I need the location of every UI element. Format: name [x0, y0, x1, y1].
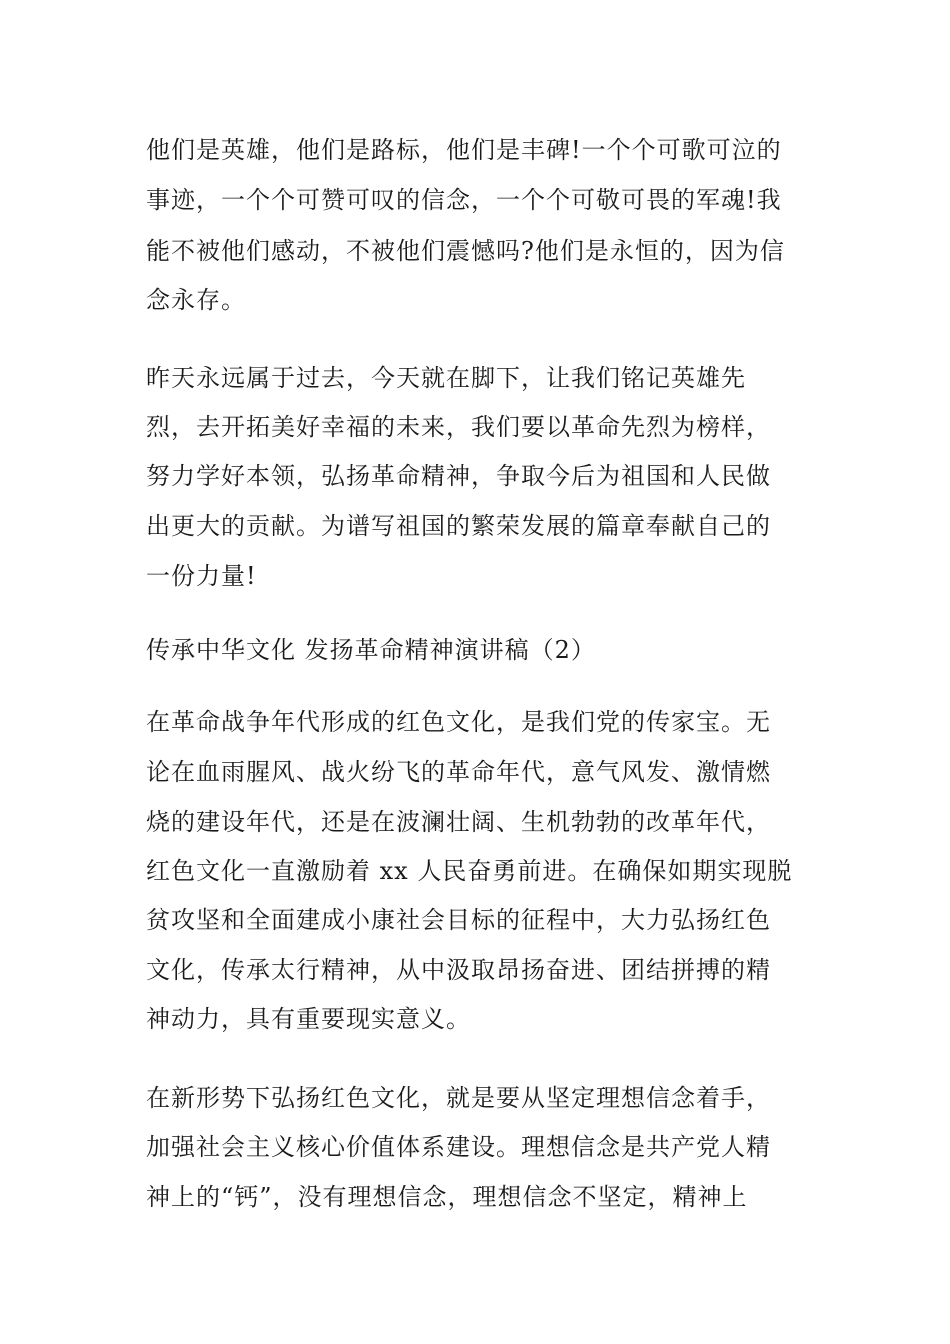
- paragraph-1-line-4: 念永存。: [146, 286, 246, 314]
- paragraph-4-line-4: 红色文化一直激励着 xx 人民奋勇前进。在确保如期实现脱: [146, 857, 793, 885]
- paragraph-2-line-3: 努力学好本领，弘扬革命精神，争取今后为祖国和人民做: [146, 462, 771, 490]
- paragraph-1-line-1: 他们是英雄，他们是路标，他们是丰碑!一个个可歌可泣的: [146, 136, 782, 164]
- paragraph-4-line-6: 文化，传承太行精神，从中汲取昂扬奋进、团结拼搏的精: [146, 956, 771, 984]
- paragraph-2-line-4: 出更大的贡献。为谱写祖国的繁荣发展的篇章奉献自己的: [146, 512, 771, 540]
- paragraph-1-line-2: 事迹，一个个可赞可叹的信念，一个个可敬可畏的军魂!我: [146, 186, 782, 214]
- paragraph-5-line-3: 神上的“钙”，没有理想信念，理想信念不坚定，精神上: [146, 1183, 748, 1211]
- paragraph-2-line-2: 烈，去开拓美好幸福的未来，我们要以革命先烈为榜样，: [146, 413, 771, 441]
- paragraph-4-line-3: 烧的建设年代，还是在波澜壮阔、生机勃勃的改革年代，: [146, 808, 771, 836]
- paragraph-4-line-1: 在革命战争年代形成的红色文化，是我们党的传家宝。无: [146, 708, 771, 736]
- paragraph-5-line-1: 在新形势下弘扬红色文化，就是要从坚定理想信念着手，: [146, 1084, 771, 1112]
- paragraph-2-line-1: 昨天永远属于过去，今天就在脚下，让我们铭记英雄先: [146, 364, 746, 392]
- section-title: 传承中华文化 发扬革命精神演讲稿（2）: [146, 636, 596, 664]
- paragraph-4-line-7: 神动力，具有重要现实意义。: [146, 1005, 471, 1033]
- paragraph-4-line-2: 论在血雨腥风、战火纷飞的革命年代，意气风发、激情燃: [146, 758, 771, 786]
- paragraph-4-line-5: 贫攻坚和全面建成小康社会目标的征程中，大力弘扬红色: [146, 906, 771, 934]
- paragraph-2-line-5: 一份力量!: [146, 562, 257, 590]
- paragraph-5-line-2: 加强社会主义核心价值体系建设。理想信念是共产党人精: [146, 1133, 771, 1161]
- paragraph-1-line-3: 能不被他们感动，不被他们震憾吗?他们是永恒的，因为信: [146, 237, 785, 265]
